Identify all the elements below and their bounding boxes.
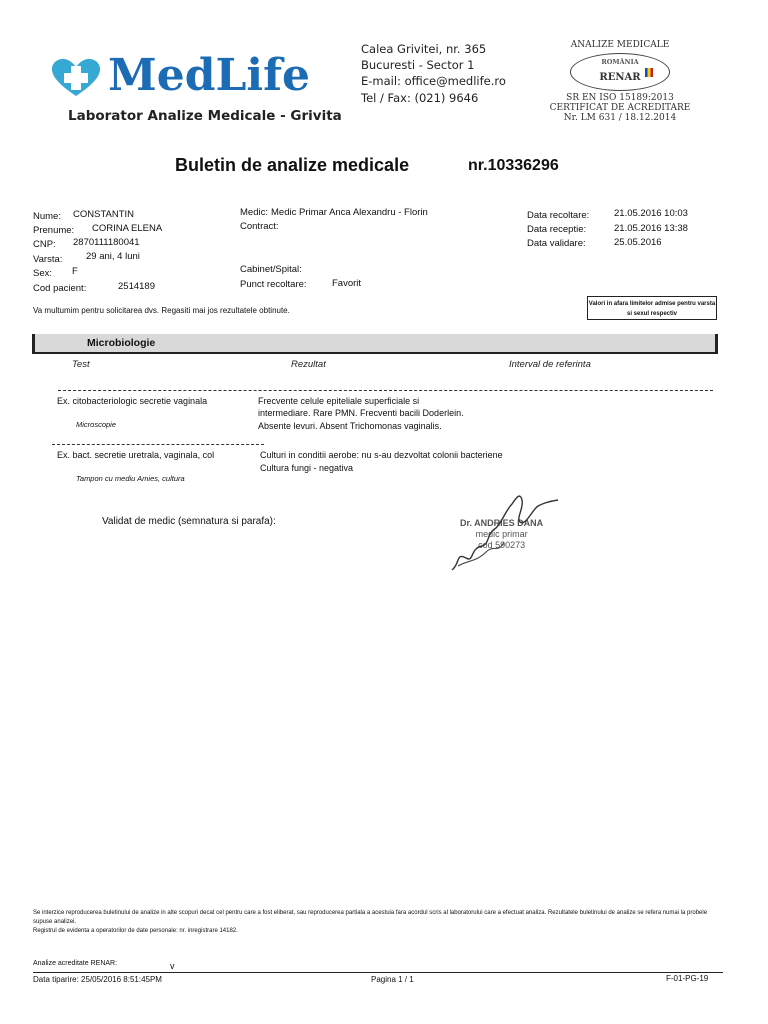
- nume-label: Nume:: [33, 211, 61, 222]
- receptie-label: Data receptie:: [527, 224, 587, 235]
- thanks-text: Va multumim pentru solicitarea dvs. Regasiti mai jos rezultatele obtinute.: [33, 306, 290, 315]
- cert-title: CERTIFICAT DE ACREDITARE: [549, 103, 691, 113]
- romania-coat-of-arms-icon: [645, 68, 653, 77]
- renar-mark: v: [170, 961, 175, 971]
- report-number: nr.10336296: [468, 157, 559, 174]
- test-name: Ex. citobacteriologic secretie vaginala: [57, 396, 208, 406]
- lab-name: Laborator Analize Medicale - Grivita: [68, 108, 342, 124]
- medic-label: Medic:: [240, 207, 268, 218]
- section-title: Microbiologie: [87, 337, 156, 349]
- contact-address: Calea Grivitei, nr. 365: [361, 42, 487, 56]
- logo-wordmark: MedLife: [108, 50, 311, 101]
- recoltare-value: 21.05.2016 10:03: [614, 208, 688, 219]
- doctor-stamp-signature: [446, 488, 566, 578]
- renar-seal: [570, 53, 670, 91]
- cert-number: Nr. LM 631 / 18.12.2014: [563, 113, 677, 123]
- row-separator: [58, 390, 713, 391]
- validare-label: Data validare:: [527, 238, 586, 249]
- test-result-line: Frecvente celule epiteliale superficiale si: [258, 396, 420, 406]
- cod-label: Cod pacient:: [33, 283, 87, 294]
- test-result-line: Absente levuri. Absent Trichomonas vaginalis.: [258, 421, 442, 431]
- receptie-value: 21.05.2016 13:38: [614, 223, 688, 234]
- renar-word: RENAR: [599, 72, 641, 83]
- section-header: [32, 334, 718, 354]
- cert-top-label: ANALIZE MEDICALE: [570, 40, 670, 50]
- report-title: Buletin de analize medicale: [175, 155, 410, 175]
- test-method: Tampon cu mediu Amies, cultura: [76, 474, 185, 483]
- contact-phone: Tel / Fax: (021) 9646: [361, 91, 479, 105]
- validare-value: 25.05.2016: [614, 237, 662, 248]
- recoltare-label: Data recoltare:: [527, 210, 590, 221]
- prenume-value: CORINA ELENA: [92, 223, 163, 234]
- cnp-label: CNP:: [33, 239, 56, 250]
- footer-divider: [33, 972, 723, 973]
- validation-text: Validat de medic (semnatura si parafa):: [102, 516, 276, 527]
- print-date: Data tiparire: 25/05/2016 8:51:45PM: [33, 975, 162, 984]
- prenume-label: Prenume:: [33, 225, 75, 236]
- renar-label: Analize acreditate RENAR:: [33, 960, 118, 967]
- contract-label: Contract:: [240, 221, 279, 232]
- row-separator: [52, 444, 264, 445]
- signature-icon: [446, 488, 566, 578]
- column-reference: Interval de referinta: [509, 359, 591, 370]
- cod-value: 2514189: [118, 281, 155, 292]
- test-method: Microscopie: [76, 420, 117, 429]
- varsta-value: 29 ani, 4 luni: [86, 251, 140, 262]
- nume-value: CONSTANTIN: [73, 209, 135, 220]
- punct-label: Punct recoltare:: [240, 279, 307, 290]
- test-result-line: Culturi in conditii aerobe: nu s-au dezvoltat colonii bacteriene: [260, 450, 503, 460]
- column-test: Test: [72, 359, 90, 370]
- test-result-line: Cultura fungi - negativa: [260, 463, 354, 473]
- heart-cross-icon: [50, 58, 102, 98]
- out-of-range-note: Valori in afara limitelor admise pentru varsta si sexul respectiv: [587, 296, 717, 320]
- page-number: Pagina 1 / 1: [371, 975, 414, 984]
- doctor-stamp: Dr. ANDRIES DANA medic primar cod 590273: [460, 518, 544, 550]
- contact-city: Bucuresti - Sector 1: [361, 58, 475, 72]
- varsta-label: Varsta:: [33, 254, 63, 265]
- form-code: F-01-PG-19: [666, 974, 709, 983]
- cabinet-label: Cabinet/Spital:: [240, 264, 302, 275]
- column-result: Rezultat: [291, 359, 326, 370]
- medlife-logo: [50, 52, 350, 104]
- test-name: Ex. bact. secretie uretrala, vaginala, col: [57, 450, 215, 460]
- cert-standard: SR EN ISO 15189:2013: [566, 93, 674, 103]
- renar-country: ROMÂNIA: [601, 58, 639, 66]
- renar-accreditation: [540, 40, 700, 130]
- contact-email: E-mail: office@medlife.ro: [361, 74, 506, 88]
- cnp-value: 2870111180041: [73, 237, 140, 248]
- punct-value: Favorit: [332, 278, 362, 289]
- disclaimer: Se interzice reproducerea buletinului de analize in alte scopuri decat cel pentru care a fost eliberat, sau reproducerea partiala a acestuia fara acordul scris al laboratorului care a efectuat analiza. Rezultatele buletinului de analize se refera numai la probele supuse analizei. Registrul de evidenta a operatorilor de date personale: nr. inregistrare 14182.: [33, 910, 708, 934]
- test-result-line: intermediare. Rare PMN. Frecventi bacili Doderlein.: [258, 408, 464, 418]
- medic-value: Medic Primar Anca Alexandru - Florin: [271, 207, 428, 218]
- sex-label: Sex:: [33, 268, 53, 279]
- sex-value: F: [72, 266, 78, 277]
